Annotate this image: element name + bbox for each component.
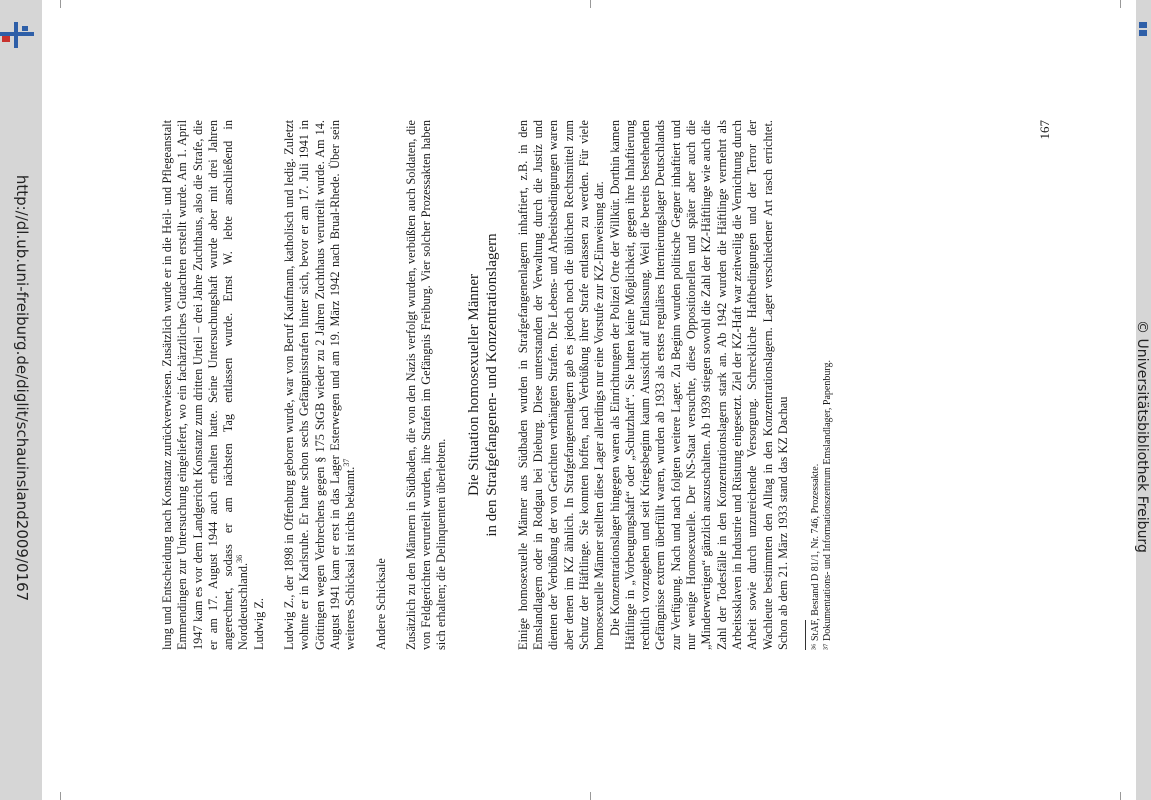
chapter-heading-line2: in den Strafgefangenen- und Konzentrationslagern — [483, 233, 500, 537]
paragraph: Die Konzentrationslager hingegen waren als Einrichtungen der Polizei Orte der Willkür. Dorthin kamen Häftlinge in „Vorbeugungshaft“ oder „Schutzhaft“. Sie hatten keine Möglichkeit, gegen ihre Inhaftierung rechtlich vorzugehen und seit Kriegsbeginn kaum Aussicht auf Entlassung. Weil die bereits bestehenden Gefängnisse extrem überfüllt waren, wurden ab 1933 als erstes reguläres Internierungslager Deutschlands zur Verfügung. Nach und nach folgten weitere Lager. Zu Beginn wurden politische Gegner inhaftiert und nur wenige Homosexuelle. Der NS-Staat versuchte, diese Oppositionellen und später aber auch die „Minderwertigen“ gänzlich auszuschalten. Ab 1939 stiegen sowohl die Zahl der KZ-Häftlinge wie auch die Zahl der Todesfälle in den Konzentrationslagern stark an. Ab 1942 wurden die Häftlinge vermehrt als Arbeitssklaven in Industrie und Rüstung eingesetzt. Ziel der KZ-Haft war zeitweilig die Vernichtung durch Arbeit sowie durch unzureichende Versorgung. Schreckliche Haftbedingungen und der Terror der Wachleute bestimmten den Alltag in den Konzentrationslagern. Lager verschiedener Art rasch errichtet. Schon ab dem 21. März 1933 stand das KZ Dachau — [607, 119, 790, 650]
crop-mark — [1120, 792, 1121, 800]
paragraph: Zusätzlich zu den Männern in Südbaden, die von den Nazis verfolgt wurden, verbüßten auch Soldaten, die von Feldgerichten verurteilt wurden, ihre Strafen im Gefängnis Freiburg. Vier solcher Prozessakten haben sich erhalten; die Delinquenten überlebten. — [403, 120, 449, 650]
crop-mark — [60, 792, 61, 800]
page-number: 167 — [1036, 120, 1052, 140]
crop-mark — [590, 792, 591, 800]
paragraph: Ludwig Z., der 1898 in Offenburg geboren wurde, war von Beruf Kaufmann, katholisch und ledig. Zuletzt wohnte er in Karlsruhe. Er hatte schon sechs Gefängnisstrafen hinter sich, bevor er am 17. Juli 1941 in Göttingen wegen Verbrechens gegen § 175 StGB wieder zu 2 Jahren Zuchthaus verurteilt wurde. Am 14. August 1941 kam er erst in das Lager Esterwegen und am 19. März 1942 nach Brual-Rhede. Über sein weiteres Schicksal ist nichts bekannt.$^{37}$ — [282, 120, 358, 650]
crop-mark — [1120, 0, 1121, 8]
chapter-heading: Die Situation homosexueller Männer — [465, 273, 482, 497]
crop-mark — [60, 0, 61, 8]
case-name: Ludwig Z. — [251, 598, 266, 650]
footnote: ³⁶ StAF, Bestand D 81/1, Nr. 746, Prozessakte. — [810, 463, 822, 650]
library-logo-icon-right — [1135, 18, 1151, 40]
page-content — [160, 119, 1052, 650]
source-url-container — [10, 174, 31, 602]
copyright-container — [1130, 320, 1150, 553]
section-heading: Andere Schicksale — [373, 558, 388, 650]
crop-mark — [590, 0, 591, 8]
footnote: ³⁷ Dokumentations- und Informationszentrum Emslandlager, Papenburg. — [822, 359, 834, 650]
paragraph: lung und Entscheidung nach Konstanz zurückverwiesen. Zusätzlich wurde er in die Heil- und Pflegeanstalt Emmendingen zur Untersuchung eingeliefert, wo ein fachärztliches Gutachten erstellt wurde. Am 1. April 1947 kam es vor dem Landgericht Konstanz zum dritten Urteil – drei Jahre Zuchthaus, also die Strafe, die er am 17. August 1944 auch erhalten hatte. Seine Untersuchungshaft wurde aber mit drei Jahren angerechnet, sodass er am nächsten Tag entlassen wurde. Ernst W. lebte anschließend in Norddeutschland.$^{36}$ — [160, 120, 251, 650]
paragraph: Einige homosexuelle Männer aus Südbaden wurden in Strafgefangenenlagern inhaftiert, z.B. in den Emslandlagern oder in Rodgau bei Dieburg. Diese unterstanden der Verwaltung durch die Justiz und dienten der Verbüßung der von Gerichten verhängten Strafen. Die Lebens- und Arbeitsbedingungen waren aber denen im KZ ähnlich. In Strafgefangenenlagern gab es jedoch noch die üblichen Rechtsmittel zum Schutz der Häftlinge. Sie konnten hoffen, nach Verbüßung ihrer Strafe entlassen zu werden. Für viele homosexuelle Männer stellten diese Lager allerdings nur eine Vorstufe zur KZ-Einweisung dar. — [515, 120, 607, 650]
copyright-notice: © Universitätsbibliothek Freiburg — [1134, 320, 1150, 553]
footnote-rule — [805, 620, 806, 650]
scanned-page — [160, 119, 1052, 650]
source-url[interactable]: http://dl.ub.uni-freiburg.de/diglit/schauinsland2009/0167 — [13, 174, 31, 602]
